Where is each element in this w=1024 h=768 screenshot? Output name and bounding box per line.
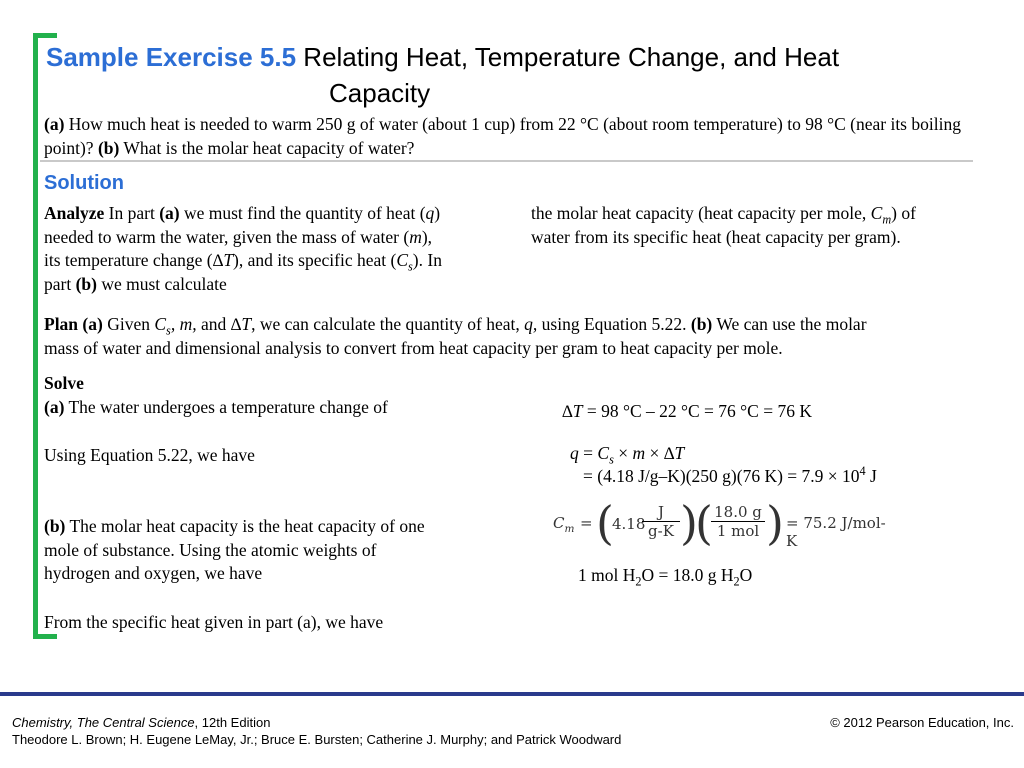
text: C	[396, 250, 409, 270]
solve-a-text	[44, 396, 388, 420]
text: T	[572, 401, 583, 421]
cm-result: = 75.2 J/mol-K	[786, 514, 886, 550]
analyze-right-line-2: water from its specific heat (heat capacity per gram).	[531, 226, 901, 247]
molar-heat-capacity-equation	[550, 496, 890, 550]
question-a-text: How much heat is needed to warm 250 g of water (about 1 cup) from 22 °C (about room temperature) to 98 °C (near its boiling point)?	[44, 114, 961, 158]
solve-b-text	[44, 515, 514, 586]
text: ×	[618, 443, 629, 463]
analyze-line-4	[44, 273, 514, 297]
text: (b)	[690, 314, 713, 334]
plan-line-1	[44, 313, 994, 337]
analyze-right-line-1	[531, 202, 991, 226]
footer-rule	[0, 692, 1024, 696]
solve-b-line-1	[44, 515, 514, 539]
analyze-label: Analyze	[44, 203, 105, 223]
text: m	[882, 212, 892, 227]
analyze-right	[531, 202, 991, 249]
bracket-top-tick	[33, 33, 57, 38]
text: the molar heat capacity (heat capacity per mole,	[531, 203, 867, 223]
text: 4	[859, 464, 866, 479]
text: ). In	[412, 250, 442, 270]
text: , m,	[170, 314, 197, 334]
text: T	[674, 443, 685, 463]
text: Given	[107, 314, 150, 334]
text: 2	[635, 574, 642, 589]
cm-fraction-g-mol	[711, 503, 765, 540]
using-equation-text: Using Equation 5.22, we have	[44, 445, 255, 465]
text: we must calculate	[101, 273, 227, 294]
title-heading-line1: Relating Heat, Temperature Change, and Heat	[303, 42, 840, 72]
question-b-label: (b)	[97, 137, 120, 158]
text: =	[583, 443, 593, 463]
text: = (4.18 J/g–K)(250 g)(76 K) = 7.9 × 10	[583, 466, 860, 486]
text: needed to warm the water, given the mass of water (	[44, 226, 410, 247]
paren-right-1: )	[680, 496, 698, 550]
text: part	[44, 273, 72, 294]
text: O	[739, 565, 753, 585]
text: , 12th Edition	[194, 715, 271, 730]
text: 1 mol H	[578, 565, 636, 585]
text: C	[553, 514, 565, 532]
text: J	[870, 466, 877, 486]
text: q	[425, 203, 435, 223]
text: × ∆	[649, 443, 675, 463]
text: and ∆	[200, 314, 242, 334]
analyze-left	[44, 202, 514, 296]
exercise-number: Sample Exercise 5.5	[46, 42, 297, 72]
solve-b-line-2: mole of substance. Using the atomic weights of	[44, 539, 377, 560]
analyze-line-1	[44, 202, 514, 226]
text: 18.0 g	[711, 503, 765, 522]
cm-symbol	[553, 514, 575, 535]
solve-b-line-3: hydrogen and oxygen, we have	[44, 563, 263, 583]
text: Solve	[44, 373, 84, 393]
plan-section	[44, 313, 994, 360]
text: = 98 °C – 22 °C = 76 °C = 76 K	[586, 401, 812, 421]
plan-label: Plan	[44, 314, 79, 334]
text: (a)	[44, 397, 65, 417]
solution-heading: Solution	[44, 172, 124, 194]
text: J	[642, 503, 680, 522]
delta-t-equation	[562, 400, 812, 424]
text: q	[570, 443, 579, 463]
paren-right-2: )	[766, 496, 784, 550]
text: (b)	[44, 516, 66, 536]
cm-fraction-j-gk	[642, 503, 680, 540]
text: we must find the quantity of heat (	[183, 203, 426, 223]
text: 2	[733, 574, 740, 589]
text: ∆	[562, 401, 573, 421]
text: (b)	[75, 273, 97, 294]
text: The molar heat capacity is the heat capacity of one	[69, 516, 425, 536]
text: q,	[524, 314, 538, 334]
text: m	[564, 523, 575, 535]
text: using Equation 5.22.	[541, 314, 687, 334]
left-bracket-decoration	[33, 33, 38, 639]
text: (a)	[82, 314, 103, 334]
text: The water undergoes a temperature change of	[68, 397, 388, 417]
text: s	[408, 259, 413, 274]
text: (a)	[159, 203, 180, 223]
paren-left-1: (	[596, 496, 614, 550]
text: We can use the molar	[716, 314, 867, 334]
analyze-line-2	[44, 226, 514, 250]
text: m	[409, 226, 422, 247]
text: Chemistry, The Central Science	[12, 715, 195, 730]
from-specific-heat-text: From the specific heat given in part (a), we have	[44, 612, 384, 632]
solve-label	[44, 372, 84, 396]
text: ),	[421, 226, 433, 247]
text: C	[597, 443, 610, 463]
cm-equals: =	[580, 514, 593, 532]
footer-copyright: © 2012 Pearson Education, Inc.	[830, 715, 1014, 730]
text: , we can calculate the quantity of heat,	[251, 314, 520, 334]
text: s	[609, 452, 614, 467]
slide-title	[46, 42, 986, 72]
question-a-label: (a)	[44, 114, 65, 134]
question-divider	[40, 160, 973, 162]
text: O = 18.0 g H	[641, 565, 734, 585]
question-text	[44, 113, 974, 160]
text: T	[223, 250, 234, 270]
text: ), and its specific heat (	[233, 250, 397, 270]
text: )	[434, 203, 441, 223]
text: g-K	[648, 522, 674, 540]
bracket-bottom-tick	[33, 634, 57, 639]
q-equation-line2	[583, 465, 877, 489]
text: its temperature change (∆	[44, 250, 224, 270]
analyze-line-3	[44, 249, 514, 273]
text: s	[166, 323, 171, 338]
footer-book	[12, 714, 270, 732]
paren-left-2: (	[695, 496, 713, 550]
text: 1 mol	[716, 522, 760, 540]
q-equation-line1	[570, 442, 684, 466]
text: C	[154, 314, 167, 334]
cm-418: 4.18	[612, 515, 646, 533]
plan-line-2: mass of water and dimensional analysis to convert from heat capacity per gram to heat capacity per mole.	[44, 337, 783, 358]
footer-authors: Theodore L. Brown; H. Eugene LeMay, Jr.; Bruce E. Bursten; Catherine J. Murphy; and Patrick Woodward	[12, 732, 622, 747]
text: C	[870, 203, 883, 223]
question-b-text: What is the molar heat capacity of water?	[123, 137, 415, 158]
title-heading-line2: Capacity	[329, 78, 431, 108]
text: ) of	[891, 203, 916, 223]
text: In part	[108, 203, 155, 223]
text: T	[241, 314, 252, 334]
text: m	[632, 443, 646, 463]
mol-water-equation	[578, 564, 752, 588]
